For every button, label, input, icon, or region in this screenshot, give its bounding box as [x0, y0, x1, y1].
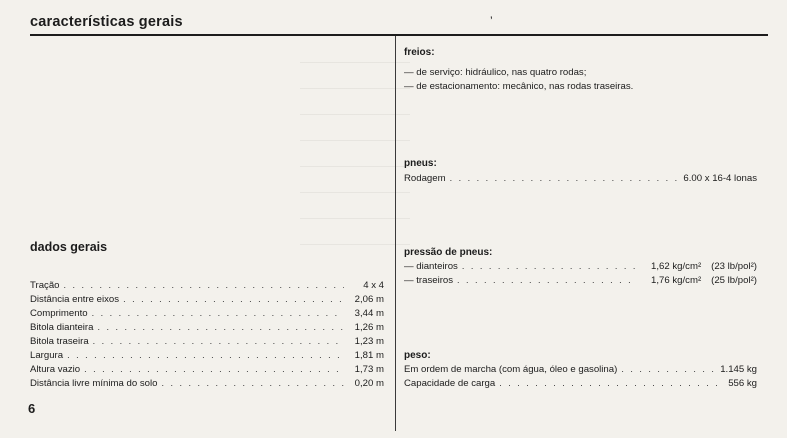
title-rule [30, 34, 768, 36]
pressao-heading: pressão de pneus: [404, 247, 493, 258]
spec-value: 1,62 kg/cm² [651, 261, 702, 272]
spec-value: 6.00 x 16-4 lonas [683, 173, 757, 184]
freios-line-servico: — de serviço: hidráulico, nas quatro rodas; [404, 67, 587, 78]
stray-mark: ’ [490, 14, 493, 28]
spec-value: 4 x 4 [363, 280, 384, 291]
show-through-texture [300, 40, 410, 250]
leader-dots [64, 280, 344, 290]
spec-row-comprimento [30, 308, 384, 319]
spec-row-ordem-marcha [404, 364, 757, 375]
leader-dots [97, 322, 344, 332]
leader-dots [462, 261, 635, 271]
spec-label: Distância livre mínima do solo [30, 378, 158, 389]
spec-label: Capacidade de carga [404, 378, 496, 389]
leader-dots [123, 294, 344, 304]
spec-row-rodagem [404, 173, 757, 184]
spec-label: Bitola dianteira [30, 322, 94, 333]
spec-value: 0,20 m [354, 378, 384, 389]
spec-label: Comprimento [30, 308, 88, 319]
spec-value: 1,73 m [354, 364, 384, 375]
spec-row-altura [30, 364, 384, 375]
spec-value: 1.145 kg [720, 364, 757, 375]
spec-value: 556 kg [728, 378, 757, 389]
spec-value: 1,23 m [354, 336, 384, 347]
page-title: características gerais [30, 14, 183, 30]
spec-row-pressao-traseiros [404, 275, 757, 286]
spec-value: 2,06 m [354, 294, 384, 305]
spec-value: 1,81 m [354, 350, 384, 361]
spec-label: Bitola traseira [30, 336, 89, 347]
leader-dots [92, 308, 344, 318]
spec-row-capacidade-carga [404, 378, 757, 389]
leader-dots [621, 364, 716, 374]
spec-label: Altura vazio [30, 364, 81, 375]
spec-value: 1,26 m [354, 322, 384, 333]
freios-heading: freios: [404, 47, 435, 58]
leader-dots [67, 350, 344, 360]
peso-heading: peso: [404, 350, 431, 361]
spec-value-imperial: (25 lb/pol²) [711, 275, 757, 286]
spec-label: Em ordem de marcha (com água, óleo e gasolina) [404, 364, 618, 375]
spec-row-largura [30, 350, 384, 361]
freios-line-estacionamento: — de estacionamento: mecânico, nas rodas traseiras. [404, 81, 634, 92]
leader-dots [450, 173, 680, 183]
spec-label: — dianteiros [404, 261, 458, 272]
spec-label: Distância entre eixos [30, 294, 120, 305]
page-number: 6 [28, 401, 36, 416]
leader-dots [84, 364, 344, 374]
spec-value: 1,76 kg/cm² [651, 275, 702, 286]
column-divider [395, 36, 396, 431]
leader-dots [457, 275, 635, 285]
spec-value: 3,44 m [354, 308, 384, 319]
spec-row-bitola-dianteira [30, 322, 384, 333]
spec-label: Tração [30, 280, 60, 291]
spec-label: Largura [30, 350, 64, 361]
spec-row-distancia-eixos [30, 294, 384, 305]
leader-dots [161, 378, 344, 388]
spec-value-imperial: (23 lb/pol²) [711, 261, 757, 272]
dados-gerais-heading: dados gerais [30, 240, 108, 254]
leader-dots [499, 378, 724, 388]
spec-row-distancia-solo [30, 378, 384, 389]
spec-row-tracao [30, 280, 384, 291]
pneus-heading: pneus: [404, 158, 437, 169]
spec-label: — traseiros [404, 275, 454, 286]
spec-label: Rodagem [404, 173, 446, 184]
spec-row-pressao-dianteiros [404, 261, 757, 272]
leader-dots [93, 336, 344, 346]
spec-row-bitola-traseira [30, 336, 384, 347]
